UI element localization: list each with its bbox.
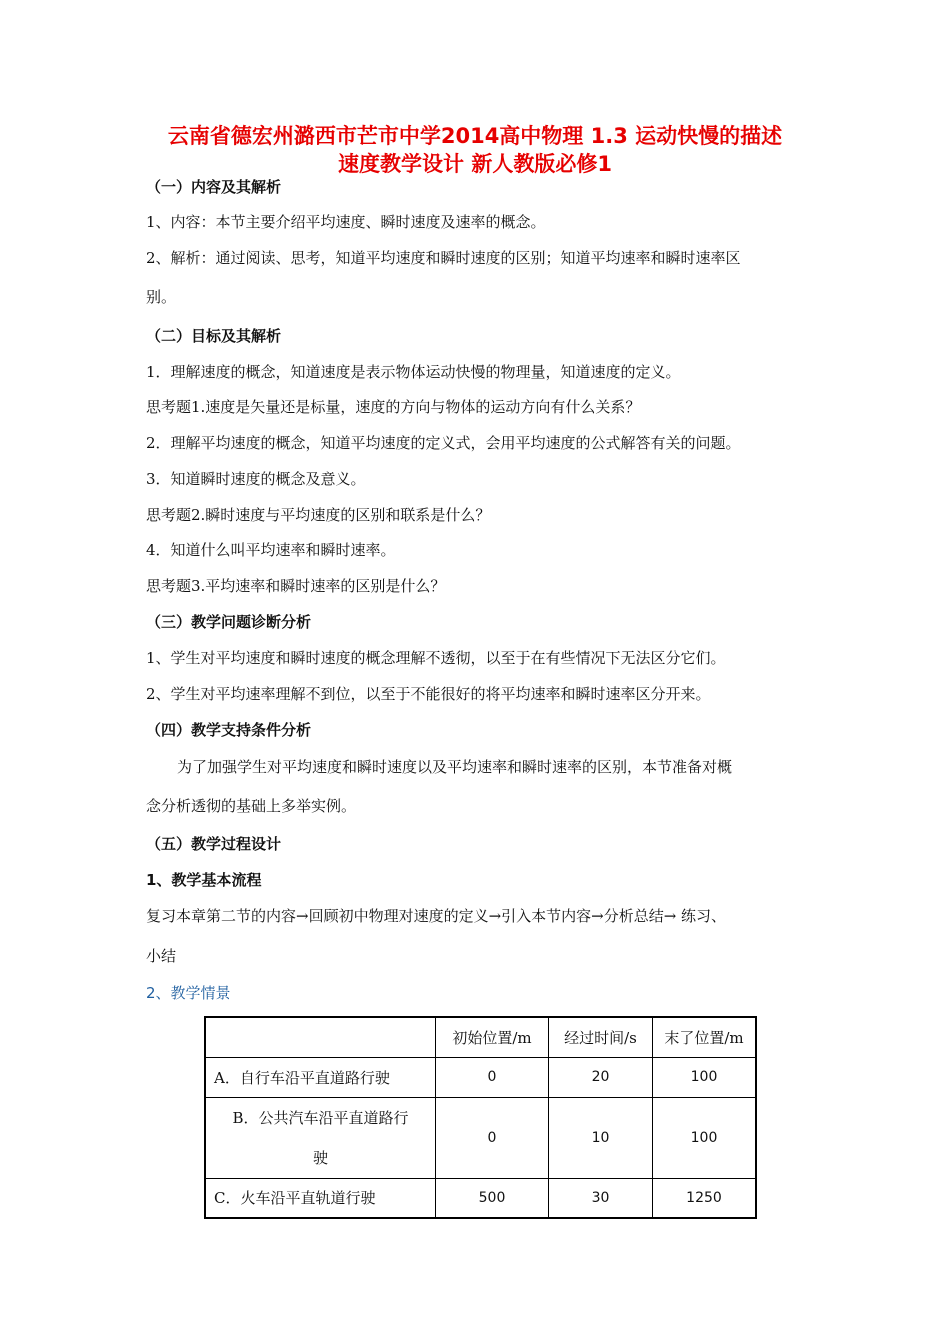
row-time: 30 (549, 1178, 653, 1218)
table-header-cell (205, 1017, 436, 1057)
table-row (205, 1057, 756, 1097)
row-start: 0 (436, 1097, 549, 1178)
basic-flow-heading: 1、教学基本流程 (146, 871, 262, 889)
section1-analysis-line1: 2、解析：通过阅读、思考，知道平均速度和瞬时速度的区别；知道平均速率和瞬时速率区 (146, 249, 741, 267)
row-label-text: B．公共汽车沿平直道路行驶 (232, 1108, 409, 1167)
question-3: 思考题3.平均速率和瞬时速率的区别是什么？ (146, 577, 446, 595)
section5-heading: （五）教学过程设计 (146, 835, 282, 853)
table-header-cell: 末了位置/m (653, 1017, 757, 1057)
table-row (205, 1097, 756, 1178)
row-end: 1250 (653, 1178, 757, 1218)
diagnosis-2: 2、学生对平均速率理解不到位，以至于不能很好的将平均速率和瞬时速率区分开来。 (146, 685, 711, 703)
section1-content: 1、内容：本节主要介绍平均速度、瞬时速度及速率的概念。 (146, 213, 546, 231)
section4-heading: （四）教学支持条件分析 (146, 721, 312, 739)
goal-3: 3．知道瞬时速度的概念及意义。 (146, 470, 366, 488)
goal-2: 2．理解平均速度的概念，知道平均速度的定义式，会用平均速度的公式解答有关的问题。 (146, 434, 741, 452)
row-start: 0 (436, 1057, 549, 1097)
row-time: 20 (549, 1057, 653, 1097)
flow-line1: 复习本章第二节的内容→回顾初中物理对速度的定义→引入本节内容→分析总结→ 练习、 (146, 907, 727, 925)
goal-1: 1．理解速度的概念，知道速度是表示物体运动快慢的物理量，知道速度的定义。 (146, 363, 681, 381)
flow-line2: 小结 (146, 947, 177, 965)
motion-data-table (204, 1016, 757, 1219)
support-line1: 为了加强学生对平均速度和瞬时速度以及平均速率和瞬时速率的区别，本节准备对概 (177, 758, 733, 776)
teaching-scenario-heading: 2、教学情景 (146, 984, 231, 1002)
table-header-cell: 经过时间/s (549, 1017, 653, 1057)
support-line2: 念分析透彻的基础上多举实例。 (146, 797, 357, 815)
row-label: C．火车沿平直轨道行驶 (205, 1178, 436, 1218)
row-start: 500 (436, 1178, 549, 1218)
row-time: 10 (549, 1097, 653, 1178)
row-label: A．自行车沿平直道路行驶 (205, 1057, 436, 1097)
section1-heading: （一）内容及其解析 (146, 178, 282, 196)
table-header-row (205, 1017, 756, 1057)
document-title-line1: 云南省德宏州潞西市芒市中学2014高中物理 1.3 运动快慢的描述 (167, 124, 783, 148)
section3-heading: （三）教学问题诊断分析 (146, 613, 312, 631)
document-title-line2: 速度教学设计 新人教版必修1 (338, 152, 612, 176)
goal-4: 4．知道什么叫平均速率和瞬时速率。 (146, 541, 396, 559)
table-row (205, 1178, 756, 1218)
section1-analysis-line2: 别。 (146, 288, 177, 306)
section2-heading: （二）目标及其解析 (146, 327, 282, 345)
diagnosis-1: 1、学生对平均速度和瞬时速度的概念理解不透彻，以至于在有些情况下无法区分它们。 (146, 649, 726, 667)
question-2: 思考题2.瞬时速度与平均速度的区别和联系是什么？ (146, 506, 491, 524)
row-label (205, 1097, 436, 1178)
table-header-cell: 初始位置/m (436, 1017, 549, 1057)
row-end: 100 (653, 1057, 757, 1097)
row-end: 100 (653, 1097, 757, 1178)
question-1: 思考题1.速度是矢量还是标量，速度的方向与物体的运动方向有什么关系？ (146, 398, 641, 416)
